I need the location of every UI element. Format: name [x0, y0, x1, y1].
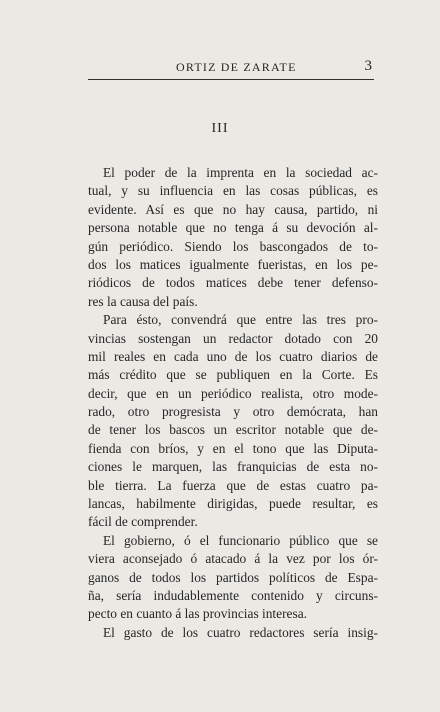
text-line: tual, y su influencia en las cosas públicas, es — [88, 183, 378, 199]
text-line: fácil de comprender. — [88, 514, 198, 530]
text-line: decir, que en un periódico realista, otro mode- — [88, 385, 378, 401]
text-line: ganos de todos los partidos políticos de Espa- — [88, 569, 378, 585]
text-line: viera aconsejado ó atacado á la vez por los ór- — [88, 551, 378, 567]
text-line: gún periódico. Siendo los bascongados de to- — [88, 238, 378, 254]
text-line: dos los matices igualmente fueristas, en los pe- — [88, 256, 378, 272]
text-line: más crédito que se publiquen en la Corte. Es — [88, 367, 378, 383]
chapter-heading: III — [211, 121, 229, 136]
page-number: 3 — [364, 58, 372, 74]
text-line: fienda con bríos, y en el tono que las Diputa- — [88, 440, 378, 456]
running-title: ORTIZ DE ZARATE — [176, 60, 297, 74]
text-line: riódicos de todos matices debe tener defenso- — [88, 275, 378, 291]
text-line: vincias sostengan un redactor dotado con 20 — [88, 330, 378, 346]
text-line: ña, sería indudablemente contenido y circuns- — [88, 587, 378, 603]
text-line: evidente. Así es que no hay causa, partido, ni — [88, 201, 378, 217]
text-line: de tener los bascos un escritor notable que de- — [88, 422, 378, 438]
text-line: rado, otro progresista y otro demócrata, han — [88, 404, 378, 420]
text-line: res la causa del país. — [88, 293, 198, 309]
body-text — [88, 164, 378, 642]
text-line: pecto en cuanto á las provincias interesa. — [88, 606, 307, 622]
running-header — [88, 58, 374, 78]
text-line: El gasto de los cuatro redactores sería insig- — [103, 624, 378, 640]
text-line: El poder de la imprenta en la sociedad ac- — [103, 165, 378, 180]
header-rule — [88, 79, 374, 80]
text-line: mil reales en cada uno de los cuatro diarios de — [88, 348, 378, 364]
text-line: El gobierno, ó el funcionario público que se — [103, 532, 378, 548]
text-line: persona notable que no tenga á su devoción al- — [88, 220, 378, 236]
text-line: lancas, habilmente dirigidas, puede resultar, es — [88, 496, 378, 512]
text-line: ciones le marquen, las franquicias de esta no- — [88, 459, 378, 475]
text-line: ble tierra. La fuerza que de estas cuatro pa- — [88, 477, 378, 493]
text-line: Para ésto, convendrá que entre las tres pro- — [103, 312, 378, 328]
